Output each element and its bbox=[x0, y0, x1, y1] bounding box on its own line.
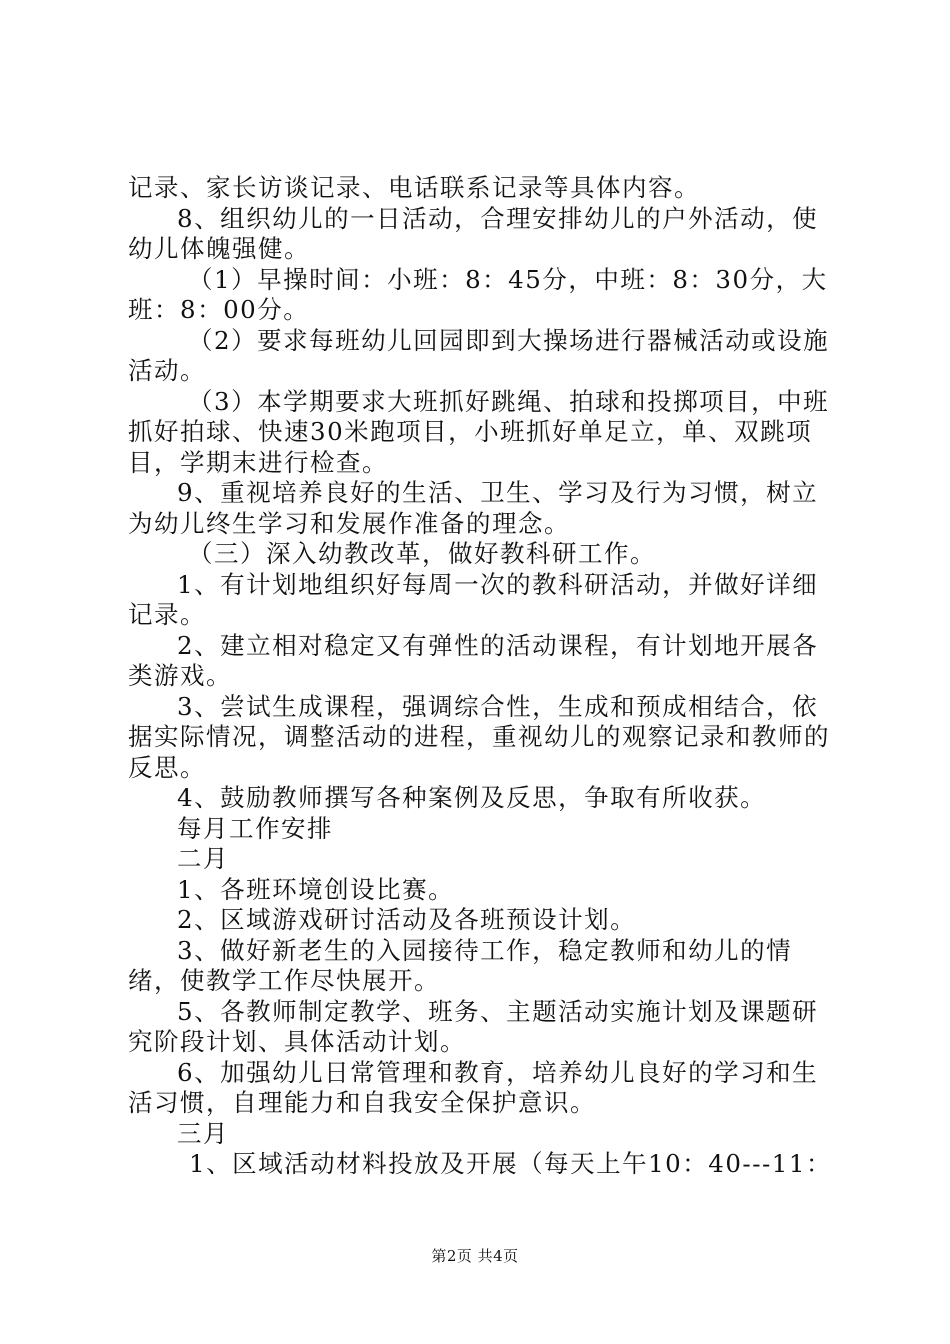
paragraph: 1、区域活动材料投放及开展（每天上午10：40---11： bbox=[189, 1149, 832, 1178]
paragraph: 9、重视培养良好的生活、卫生、学习及行为习惯，树立为幼儿终生学习和发展作准备的理念。 bbox=[128, 478, 819, 538]
paragraph: （1）早操时间：小班：8：45分，中班：8：30分，大班：8：00分。 bbox=[128, 264, 828, 324]
paragraph: 1、各班环境创设比赛。 bbox=[177, 874, 455, 904]
paragraph: 3、做好新老生的入园接待工作，稳定教师和幼儿的情绪，使教学工作尽快展开。 bbox=[128, 935, 793, 995]
paragraph: 4、鼓励教师撰写各种案例及反思，争取有所收获。 bbox=[177, 783, 767, 812]
month-heading: 三月 bbox=[177, 1118, 229, 1148]
page-number-label: 第2页 共4页 bbox=[431, 1247, 519, 1265]
paragraph: 3、尝试生成课程，强调综合性，生成和预成相结合，依据实际情况，调整活动的进程，重视幼儿的观察记录和教师的反思。 bbox=[128, 691, 830, 782]
paragraph: 8、组织幼儿的一日活动，合理安排幼儿的户外活动，使幼儿体魄强健。 bbox=[128, 203, 819, 263]
paragraph: （3）本学期要求大班抓好跳绳、拍球和投掷项目，中班抓好拍球、快速30米跑项目，小班抓好单足立，单、双跳项目，学期末进行检查。 bbox=[128, 386, 830, 477]
section-heading: 每月工作安排 bbox=[177, 813, 333, 843]
paragraph: （2）要求每班幼儿回园即到大操场进行器械活动或设施活动。 bbox=[128, 325, 830, 385]
paragraph: 1、有计划地组织好每周一次的教科研活动，并做好详细记录。 bbox=[128, 569, 819, 629]
document-body bbox=[128, 173, 840, 1180]
paragraph: 6、加强幼儿日常管理和教育，培养幼儿良好的学习和生活习惯，自理能力和自我安全保护意识。 bbox=[128, 1057, 819, 1117]
paragraph: 2、区域游戏研讨活动及各班预设计划。 bbox=[177, 905, 637, 934]
paragraph: 记录、家长访谈记录、电话联系记录等具体内容。 bbox=[128, 173, 700, 202]
section-heading: （三）深入幼教改革，做好教科研工作。 bbox=[188, 539, 656, 568]
page-footer bbox=[0, 1245, 950, 1266]
paragraph: 2、建立相对稳定又有弹性的活动课程，有计划地开展各类游戏。 bbox=[128, 630, 819, 690]
paragraph: 5、各教师制定教学、班务、主题活动实施计划及课题研究阶段计划、具体活动计划。 bbox=[128, 996, 819, 1056]
month-heading: 二月 bbox=[177, 844, 229, 873]
